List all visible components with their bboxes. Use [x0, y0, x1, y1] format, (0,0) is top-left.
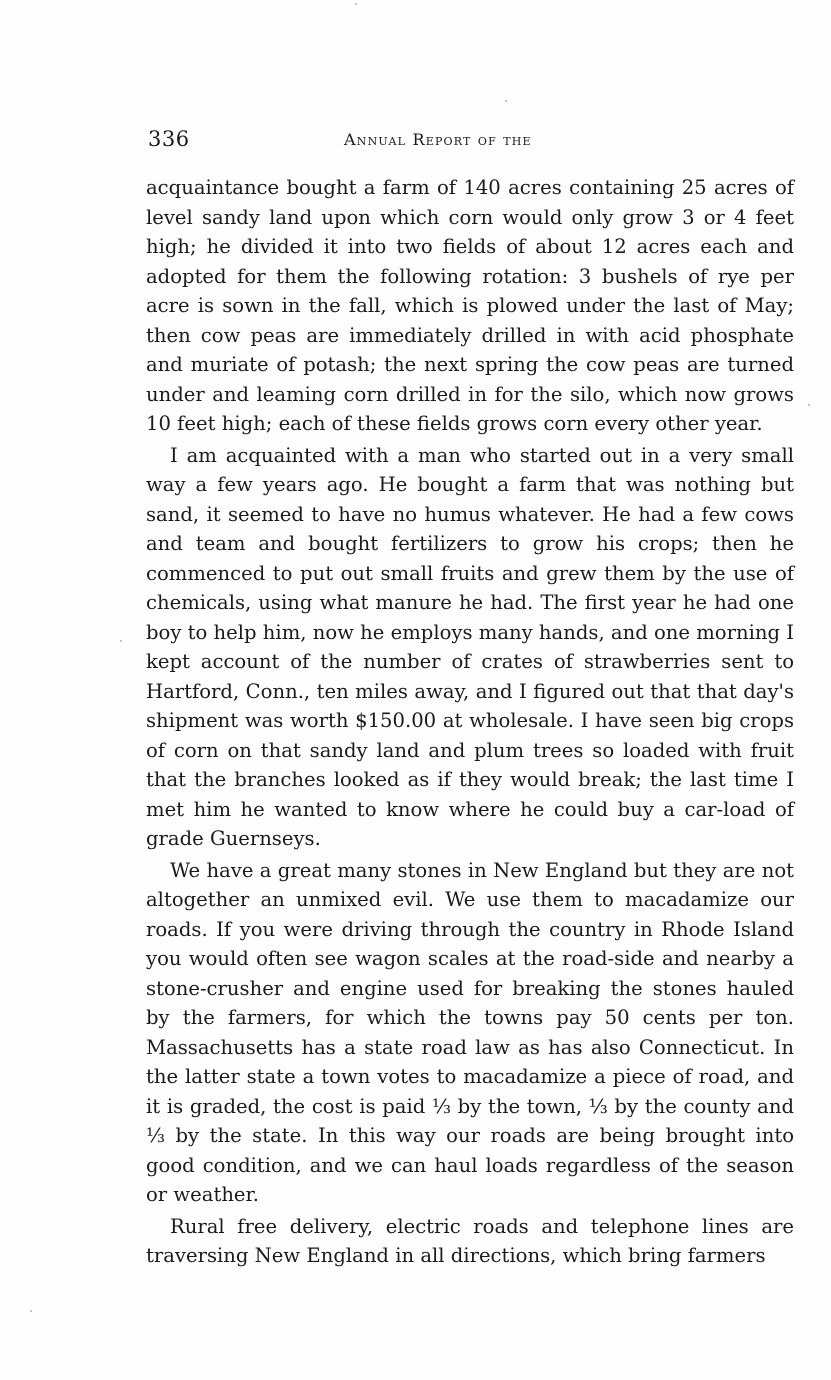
paragraph-rural-delivery: Rural free delivery, electric roads and telephone lines are traversing New England in all directions, which bring farmers	[146, 1214, 794, 1267]
paragraph-small-farmer: I am acquainted with a man who started out in a very small way a few years ago. He bought a farm that was nothing but sand, it seemed to have no humus whatever. He had a few cows and team and bought fertilizers to grow his crops; then he commenced to put out small fruits and grew them by the use of chemicals, using what manure he had. The first year he had one boy to help him, now he employs many hands, and one morning I kept account of the number of crates of strawberries sent to Hartford, Conn., ten miles away, and I figured out that that day's shipment was worth $150.00 at wholesale. I have seen big crops of corn on that sandy land and plum trees so loaded with fruit that the branches looked as if they would break; the last time I met him he wanted to know where he could buy a car-load of grade Guernseys.	[146, 443, 794, 850]
paper-speck	[120, 640, 122, 642]
page-number: 336	[148, 127, 190, 151]
paper-speck	[355, 3, 357, 5]
body-text	[146, 173, 794, 1271]
paragraph-rotation: acquaintance bought a farm of 140 acres containing 25 acres of level sandy land upon which corn would only grow 3 or 4 feet high; he divided it into two fields of about 12 acres each and adopted for them the following rotation: 3 bushels of rye per acre is sown in the fall, which is plowed under the last of May; then cow peas are immediately drilled in with acid phosphate and muriate of potash; the next spring the cow peas are turned under and leaming corn drilled in for the silo, which now grows 10 feet high; each of these fields grows corn every other year.	[146, 176, 794, 435]
paper-speck	[808, 404, 810, 406]
paper-speck	[505, 100, 507, 102]
running-head: Annual Report of the	[344, 130, 532, 149]
paragraph-stone-roads: We have a great many stones in New England but they are not altogether an unmixed evil. We use them to macadamize our roads. If you were driving through the country in Rhode Island you would often see wagon scales at the road-side and nearby a stone-crusher and engine used for breaking the stones hauled by the farmers, for which the towns pay 50 cents per ton. Massachusetts has a state road law as has also Connecticut. In the latter state a town votes to macadamize a piece of road, and it is graded, the cost is paid ⅓ by the town, ⅓ by the county and ⅓ by the state. In this way our roads are being brought into good condition, and we can haul loads regardless of the season or weather.	[146, 858, 794, 1206]
paper-speck	[30, 1310, 32, 1312]
page-header	[148, 127, 794, 157]
